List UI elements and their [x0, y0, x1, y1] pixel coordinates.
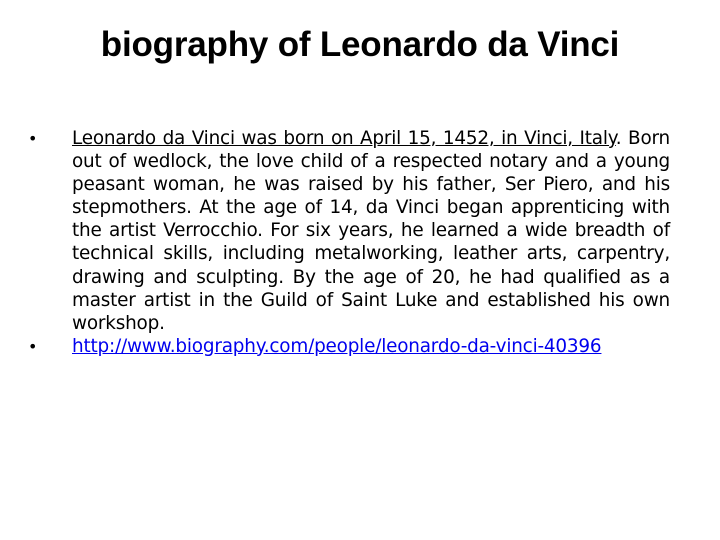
- bullet-dot-icon: •: [28, 336, 38, 356]
- bullet-item-biography: [28, 127, 670, 335]
- biography-text: . Born out of wedlock, the love child of a respected notary and a young peasant woman, he was raised by his father, Ser Piero, and his stepmothers. At the age of 14, da Vinci began apprenticing with the artist Verrocchio. For six years, he learned a wide breadth of technical skills, including metalworking, leather arts, carpentry, drawing and sculpting. By the age of 20, he had qualified as a master artist in the Guild of Saint Luke and established his own workshop.: [72, 128, 670, 334]
- bullet-list: [28, 127, 670, 358]
- birth-info-link[interactable]: Leonardo da Vinci was born on April 15, 1452, in Vinci, Italy: [72, 128, 616, 149]
- bullet-dot-icon: •: [28, 129, 38, 148]
- slide-title: biography of Leonardo da Vinci: [100, 25, 620, 64]
- source-url-link[interactable]: http://www.biography.com/people/leonardo-da-vinci-40396: [72, 335, 602, 357]
- bullet-item-source: [28, 335, 670, 358]
